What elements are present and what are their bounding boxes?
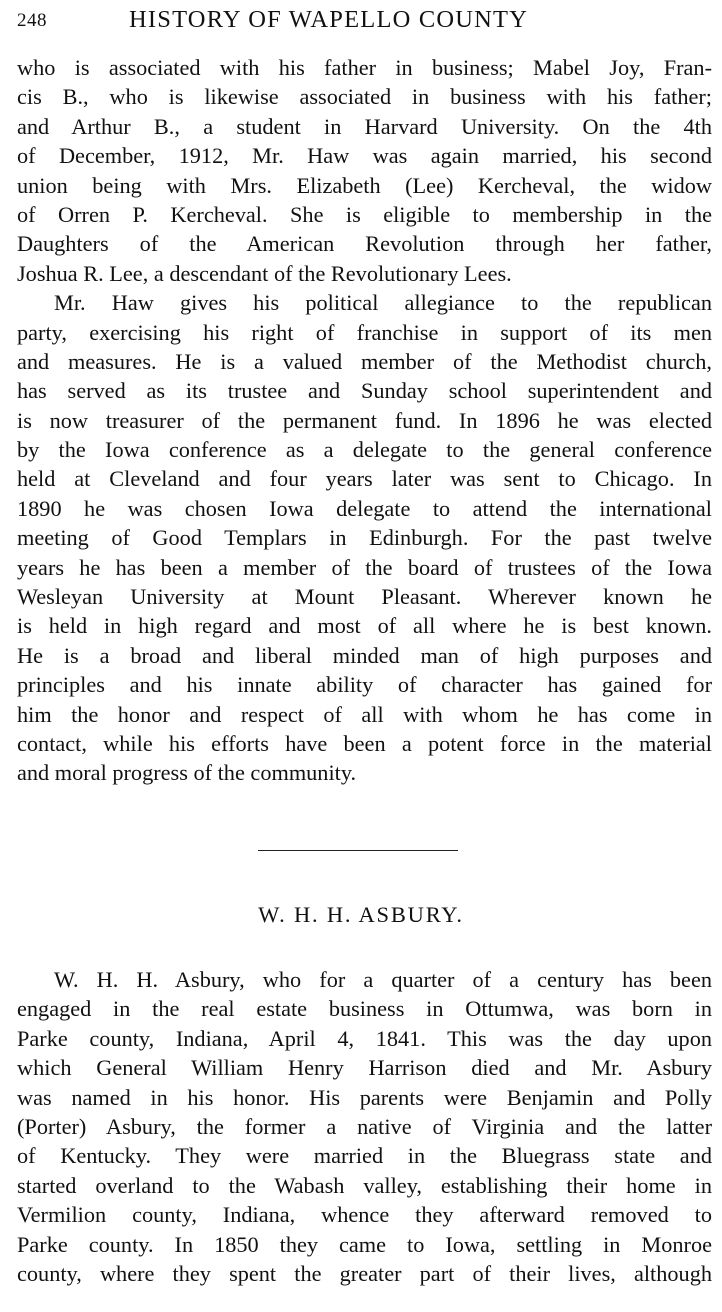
page-number: 248 — [17, 10, 47, 31]
text-line: and Arthur B., a student in Harvard University. On the 4th — [17, 113, 712, 139]
text-line: meeting of Good Templars in Edinburgh. For the past twelve — [17, 525, 712, 551]
asbury-biography-text — [17, 965, 712, 1288]
text-line: has served as its trustee and Sunday school superintendent and — [17, 378, 712, 404]
text-line: principles and his innate ability of character has gained for — [17, 672, 712, 698]
text-line: union being with Mrs. Elizabeth (Lee) Kercheval, the widow — [17, 172, 712, 198]
text-line: him the honor and respect of all with whom he has come in — [17, 701, 712, 727]
text-line: by the Iowa conference as a delegate to the general conference — [17, 437, 712, 463]
text-line: contact, while his efforts have been a potent force in the material — [17, 730, 712, 756]
text-line: started overland to the Wabash valley, establishing their home in — [17, 1172, 712, 1198]
text-line: He is a broad and liberal minded man of high purposes and — [17, 642, 712, 668]
text-line: was named in his honor. His parents were Benjamin and Polly — [17, 1084, 712, 1110]
text-line: Wesleyan University at Mount Pleasant. Wherever known he — [17, 584, 712, 610]
text-line: Vermilion county, Indiana, whence they afterward removed to — [17, 1202, 712, 1228]
text-line: of Orren P. Kercheval. She is eligible to membership in the — [17, 201, 712, 227]
continued-biography-text — [17, 53, 712, 788]
text-line: of Kentucky. They were married in the Bluegrass state and — [17, 1143, 712, 1169]
text-line: held at Cleveland and four years later was sent to Chicago. In — [17, 466, 712, 492]
text-line: county, where they spent the greater part of their lives, although — [17, 1260, 712, 1286]
text-line: of December, 1912, Mr. Haw was again married, his second — [17, 143, 712, 169]
page-header — [17, 4, 715, 38]
text-line: and moral progress of the community. — [17, 760, 357, 786]
text-line: (Porter) Asbury, the former a native of Virginia and the latter — [17, 1113, 712, 1139]
paragraph-start-line: W. H. H. Asbury, who for a quarter of a century has been — [54, 967, 712, 992]
running-title: HISTORY OF WAPELLO COUNTY — [129, 6, 529, 33]
section-title: W. H. H. ASBURY. — [258, 902, 464, 927]
text-line: is now treasurer of the permanent fund. In 1896 he was elected — [17, 407, 712, 433]
text-line: Parke county, Indiana, April 4, 1841. This was the day upon — [17, 1025, 712, 1051]
text-line: which General William Henry Harrison died and Mr. Asbury — [17, 1055, 712, 1081]
section-divider — [258, 850, 458, 851]
text-line: Daughters of the American Revolution through her father, — [17, 231, 712, 257]
text-line: party, exercising his right of franchise in support of its men — [17, 319, 712, 345]
text-line: 1890 he was chosen Iowa delegate to attend the international — [17, 495, 712, 521]
text-line: years he has been a member of the board of trustees of the Iowa — [17, 554, 712, 580]
text-line: Joshua R. Lee, a descendant of the Revolutionary Lees. — [17, 260, 512, 286]
text-line: is held in high regard and most of all where he is best known. — [17, 613, 712, 639]
text-line: and measures. He is a valued member of the Methodist church, — [17, 348, 712, 374]
text-line: engaged in the real estate business in Ottumwa, was born in — [17, 996, 712, 1022]
text-line: who is associated with his father in business; Mabel Joy, Fran- — [17, 55, 712, 80]
text-line: cis B., who is likewise associated in business with his father; — [17, 84, 712, 110]
text-line: Parke county. In 1850 they came to Iowa, settling in Monroe — [17, 1231, 712, 1257]
paragraph-start-line: Mr. Haw gives his political allegiance to the republican — [54, 290, 712, 316]
